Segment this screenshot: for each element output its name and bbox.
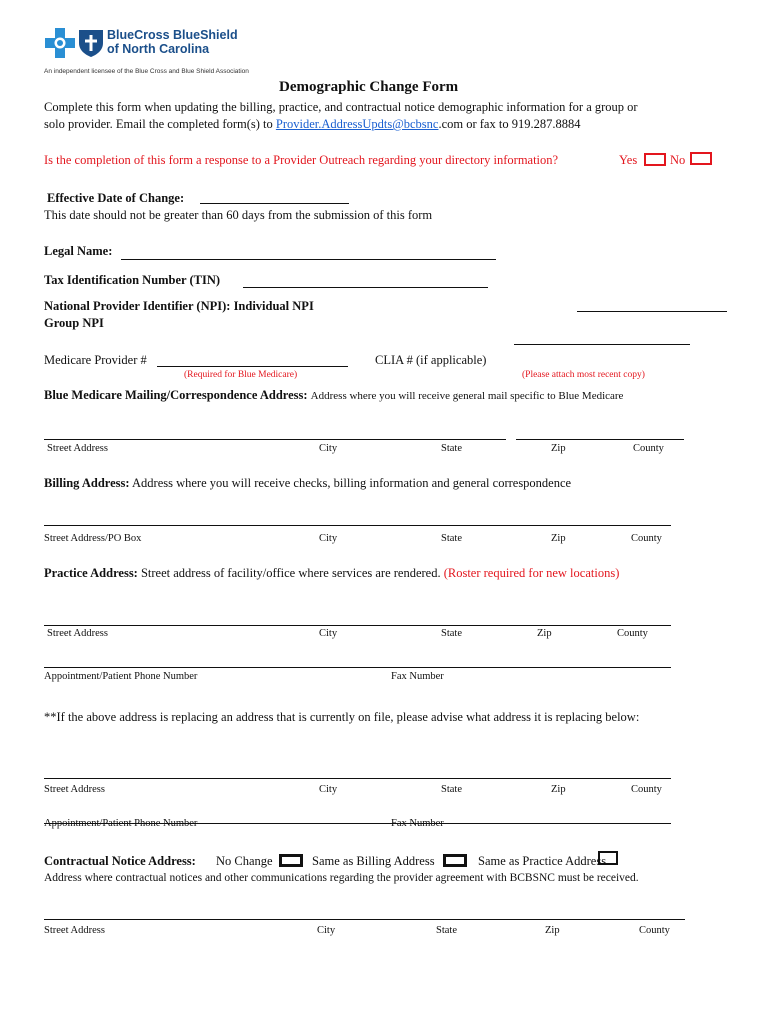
mailing-heading-text: Blue Medicare Mailing/Correspondence Address:: [44, 388, 308, 402]
mailing-desc: Address where you will receive general mail specific to Blue Medicare: [310, 390, 624, 402]
intro-line1: Complete this form when updating the billing, practice, and contractual notice demographic information for a group or: [44, 100, 638, 114]
outreach-yes-checkbox[interactable]: [644, 153, 666, 166]
legal-name-label: Legal Name:: [44, 244, 113, 258]
contractual-heading: Contractual Notice Address:: [44, 854, 196, 868]
intro-fax-text: .com or fax to 919.287.8884: [438, 117, 581, 131]
billing-address-field[interactable]: [44, 525, 671, 526]
contractual-desc: Address where contractual notices and other communications regarding the provider agreement with BCBSNC must be received.: [44, 872, 639, 884]
contractual-same-billing-label: Same as Billing Address: [312, 854, 435, 868]
contractual-same-billing-checkbox[interactable]: [443, 854, 467, 867]
practice-roster-note: (Roster required for new locations): [443, 566, 620, 580]
page-title: Demographic Change Form: [279, 79, 459, 95]
contractual-col-county: County: [639, 925, 670, 936]
contractual-col-zip: Zip: [545, 925, 560, 936]
effective-date-label: Effective Date of Change:: [47, 191, 185, 205]
mailing-heading: [44, 388, 623, 403]
replacing-col-city: City: [319, 784, 338, 795]
contractual-no-change-label: No Change: [216, 854, 273, 868]
logo-line2: of North Carolina: [107, 42, 210, 56]
medicare-field[interactable]: [157, 366, 348, 367]
billing-col-county: County: [631, 533, 662, 544]
contractual-same-practice-checkbox[interactable]: [598, 851, 618, 865]
contractual-col-city: City: [317, 925, 336, 936]
practice-desc: Street address of facility/office where services are rendered.: [140, 566, 441, 580]
replacing-phone-label: Appointment/Patient Phone Number: [44, 818, 198, 829]
npi-group-field[interactable]: [514, 344, 690, 345]
contractual-col-street: Street Address: [44, 925, 105, 936]
clia-note: (Please attach most recent copy): [522, 370, 645, 380]
npi-individual-field[interactable]: [577, 311, 727, 312]
contractual-no-change-checkbox[interactable]: [279, 854, 303, 867]
tin-label: Tax Identification Number (TIN): [44, 273, 221, 287]
email-link[interactable]: Provider.AddressUpdts@bcbsnc: [275, 117, 439, 131]
billing-col-street: Street Address/PO Box: [44, 533, 142, 544]
outreach-no-label: No: [670, 153, 686, 167]
outreach-yes-label: Yes: [619, 153, 638, 167]
logo-line1: BlueCross BlueShield: [107, 28, 238, 42]
medicare-label: Medicare Provider #: [44, 353, 147, 367]
billing-col-city: City: [319, 533, 338, 544]
intro-line2: [44, 117, 580, 132]
outreach-no-checkbox[interactable]: [690, 152, 712, 165]
blue-shield-icon: [78, 28, 104, 58]
practice-col-street: Street Address: [47, 628, 108, 639]
mailing-address-field[interactable]: [44, 439, 506, 440]
mailing-col-state: State: [441, 443, 462, 454]
medicare-note: (Required for Blue Medicare): [184, 370, 298, 380]
logo-tagline: An independent licensee of the Blue Cross and Blue Shield Association: [44, 68, 249, 75]
replacing-address-field[interactable]: [44, 778, 671, 779]
practice-col-zip: Zip: [537, 628, 552, 639]
intro-text: solo provider. Email the completed form(s) to: [44, 117, 276, 131]
practice-col-state: State: [441, 628, 462, 639]
replacing-fax-label: Fax Number: [391, 818, 444, 829]
blue-cross-icon: [44, 27, 76, 59]
practice-fax-label: Fax Number: [391, 671, 444, 682]
billing-desc: Address where you will receive checks, billing information and general correspondence: [132, 476, 572, 490]
effective-date-field[interactable]: [200, 203, 349, 204]
mailing-col-zip: Zip: [551, 443, 566, 454]
billing-col-state: State: [441, 533, 462, 544]
outreach-question: Is the completion of this form a response to a Provider Outreach regarding your directory information?: [44, 153, 559, 167]
replacing-note: **If the above address is replacing an address that is currently on file, please advise what address it is replacing below:: [44, 710, 640, 724]
clia-label: CLIA # (if applicable): [375, 353, 487, 367]
practice-heading-text: Practice Address:: [44, 566, 138, 580]
effective-date-note: This date should not be greater than 60 days from the submission of this form: [44, 208, 433, 222]
tin-field[interactable]: [243, 287, 488, 288]
billing-heading-text: Billing Address:: [44, 476, 130, 490]
npi-individual-label: National Provider Identifier (NPI): Individual NPI: [44, 299, 314, 313]
billing-col-zip: Zip: [551, 533, 566, 544]
mailing-col-city: City: [319, 443, 338, 454]
contractual-col-state: State: [436, 925, 457, 936]
practice-address-field[interactable]: [44, 625, 671, 626]
billing-heading: [44, 476, 571, 491]
mailing-col-street: Street Address: [47, 443, 108, 454]
practice-col-city: City: [319, 628, 338, 639]
replacing-col-street: Street Address: [44, 784, 105, 795]
practice-col-county: County: [617, 628, 648, 639]
replacing-col-state: State: [441, 784, 462, 795]
practice-heading: [44, 566, 619, 581]
contractual-address-field[interactable]: [44, 919, 685, 920]
npi-group-label: Group NPI: [44, 316, 104, 330]
contractual-same-practice-label: Same as Practice Address: [478, 854, 607, 868]
mailing-col-county: County: [633, 443, 664, 454]
practice-phone-fax-field[interactable]: [44, 667, 671, 668]
practice-phone-label: Appointment/Patient Phone Number: [44, 671, 198, 682]
replacing-col-county: County: [631, 784, 662, 795]
replacing-col-zip: Zip: [551, 784, 566, 795]
legal-name-field[interactable]: [121, 259, 496, 260]
mailing-zip-county-field[interactable]: [516, 439, 684, 440]
